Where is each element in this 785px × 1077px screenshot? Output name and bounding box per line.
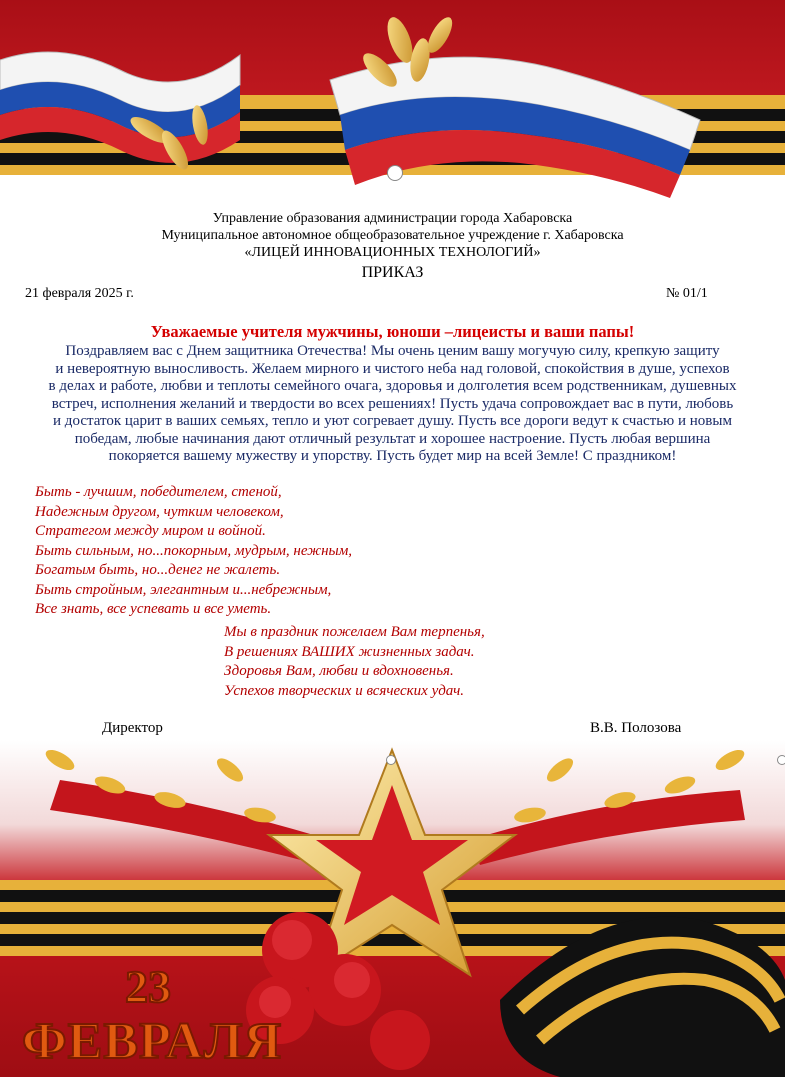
body-line: и достаток царит в ваших семьях, тепло и уют согревает душу. Пусть все дороги ведут к счастью и новым (53, 413, 732, 429)
doc-number: № 01/1 (666, 286, 708, 301)
poem-line: Мы в праздник пожелаем Вам терпенья, (224, 624, 485, 640)
org-name-line3: «ЛИЦЕЙ ИННОВАЦИОННЫХ ТЕХНОЛОГИЙ» (244, 245, 541, 260)
star-carnation-illustration (0, 740, 785, 1077)
body-line: и невероятную выносливость. Желаем мирного и чистого неба над головой, спокойствия в душе, успехов (55, 360, 730, 377)
poem-line: Надежным другом, чутким человеком, (35, 503, 284, 520)
selection-handle[interactable] (386, 755, 396, 765)
poem-line: Быть сильным, но...покорным, мудрым, нежным, (35, 542, 353, 559)
body-line: в делах и работе, любви и теплоты семейного очага, здоровья и долголетия всем родственникам, душевных (48, 378, 737, 394)
bottom-banner-image (0, 740, 785, 1077)
poem-line: Здоровья Вам, любви и вдохновенья. (224, 663, 454, 679)
month-text: ФЕВРАЛЯ (22, 1013, 282, 1070)
poem-line: Быть стройным, элегантным и...небрежным, (35, 581, 332, 598)
body-line: покоряется вашему мужеству и упорству. Пусть будет мир на всей Земле! С праздником! (108, 448, 677, 464)
selection-handle[interactable] (777, 755, 785, 765)
greeting-heading: Уважаемые учителя мужчины, юноши –лицеисты и ваши папы! (150, 322, 635, 341)
signature-name: В.В. Полозова (590, 720, 682, 736)
date-23-text: 23 (125, 961, 171, 1012)
poem-line: Быть - лучшим, победителем, стеной, (35, 484, 282, 500)
org-name-line2: Муниципальное автономное общеобразовательное учреждение г. Хабаровска (161, 228, 624, 243)
poem-line: Успехов творческих и всяческих удач. (224, 682, 464, 699)
poem-line: Стратегом между миром и войной. (35, 523, 266, 539)
congratulation-body (0, 343, 785, 466)
doc-date: 21 февраля 2025 г. (25, 286, 134, 301)
doc-type-title: ПРИКАЗ (361, 264, 424, 281)
poem-line: В решениях ВАШИХ жизненных задач. (224, 643, 475, 660)
body-line: встреч, исполнения желаний и твердости во всех решениях! Пусть удача сопровождает вас в пути, любовь (51, 395, 734, 412)
org-name-line1: Управление образования администрации города Хабаровска (212, 211, 573, 226)
poem-right (224, 623, 485, 701)
poem-line: Все знать, все успевать и все уметь. (35, 601, 272, 617)
poem-line: Богатым быть, но...денег не жалеть. (35, 562, 281, 578)
poem-left (35, 483, 352, 620)
rotate-handle[interactable] (387, 165, 403, 181)
body-line: Поздравляем вас с Днем защитника Отечества! Мы очень ценим вашу могучую силу, крепкую защиту (65, 343, 720, 359)
body-line: победам, любые начинания дают отличный результат и хорошее настроение. Пусть любая вершина (74, 430, 711, 447)
signature-role: Директор (102, 720, 163, 736)
